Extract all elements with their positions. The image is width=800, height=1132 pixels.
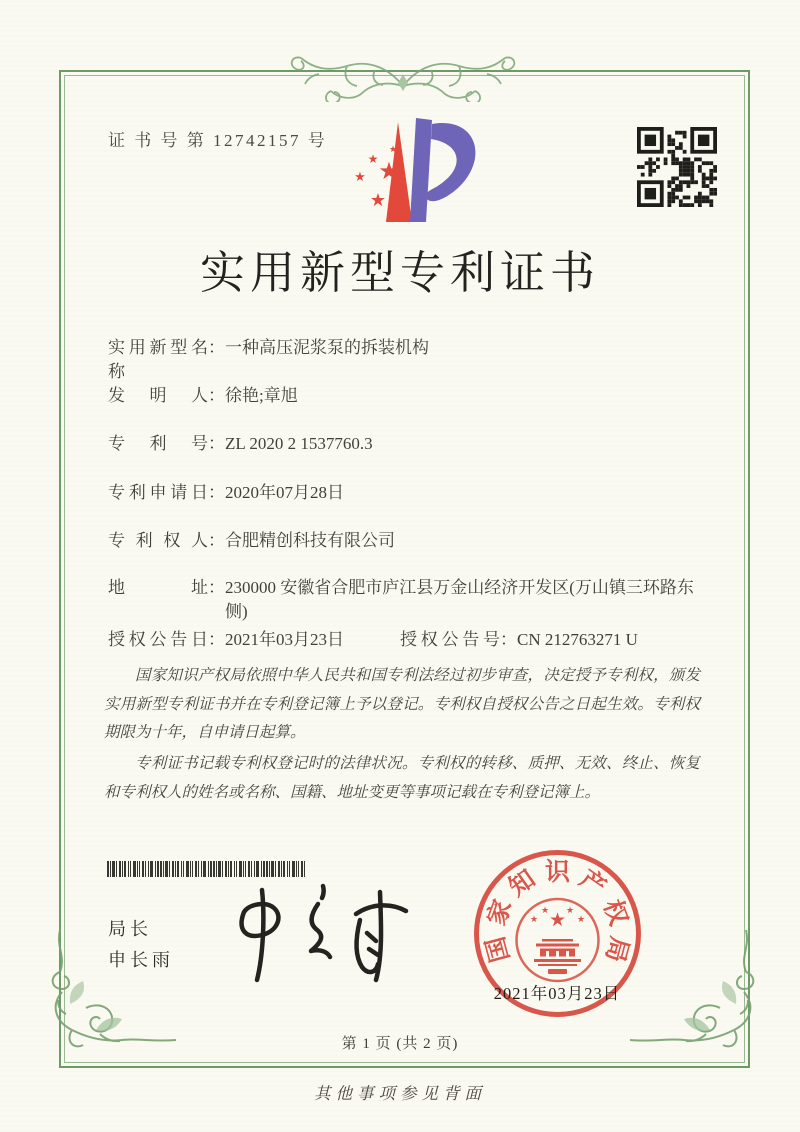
field-value-address: 230000 安徽省合肥市庐江县万金山经济开发区(万山镇三环路东侧) xyxy=(225,578,694,621)
field-label: 授权公告日 xyxy=(108,630,208,649)
seal-char: 权 xyxy=(597,896,632,930)
field-value-patentee: 合肥精创科技有限公司 xyxy=(225,531,395,550)
legal-text-block xyxy=(104,662,700,809)
field-row-patentee xyxy=(108,529,708,553)
legal-paragraph-2: 专利证书记载专利权登记时的法律状况。专利权的转移、质押、无效、终止、恢复和专利权人的姓名或名称、国籍、地址变更等事项记载在专利登记簿上。 xyxy=(104,755,700,801)
field-row-grant xyxy=(108,628,708,652)
field-colon: ： xyxy=(208,630,225,649)
svg-text:★: ★ xyxy=(540,906,550,916)
certificate-number: 证 书 号 第 12742157 号 xyxy=(108,131,328,150)
field-value-filing-date: 2020年07月28日 xyxy=(225,483,344,502)
field-label: 专利权人 xyxy=(108,531,208,550)
seal-char: 产 xyxy=(574,865,611,902)
seal-char: 国 xyxy=(482,933,515,965)
legal-paragraph-1: 国家知识产权局依照中华人民共和国专利法经过初步审查，决定授予专利权，颁发实用新型专利证书并在专利登记簿上予以登记。专利权自授权公告之日起生效。专利权期限为十年，自申请日起算。 xyxy=(104,667,700,742)
svg-text:★: ★ xyxy=(529,915,539,925)
officer-signature xyxy=(220,878,420,996)
field-colon: ： xyxy=(208,386,225,405)
barcode xyxy=(107,861,305,877)
field-label: 授权公告号 xyxy=(400,630,500,649)
svg-text:★: ★ xyxy=(378,157,400,185)
field-label: 实用新型名称 xyxy=(108,338,208,381)
field-label: 地址 xyxy=(108,578,208,597)
field-colon: ： xyxy=(208,434,225,453)
field-value-patent-number: ZL 2020 2 1537760.3 xyxy=(225,434,373,453)
svg-text:★: ★ xyxy=(354,170,366,185)
officer-title: 局长 xyxy=(108,919,152,939)
seal-char: 识 xyxy=(544,859,571,886)
field-value-grant-date: 2021年03月23日 xyxy=(225,630,344,649)
officer-name: 申长雨 xyxy=(108,950,174,970)
field-colon: ： xyxy=(500,630,517,649)
svg-text:★: ★ xyxy=(367,152,379,166)
field-row-inventors xyxy=(108,384,708,408)
seal-char: 知 xyxy=(504,865,541,902)
field-value-inventors: 徐艳;章旭 xyxy=(225,386,298,405)
grant-date-group xyxy=(108,628,400,652)
field-label: 发明人 xyxy=(108,386,208,405)
svg-text:★: ★ xyxy=(548,909,567,931)
seal-date: 2021年03月23日 xyxy=(493,984,621,1003)
national-emblem-icon xyxy=(517,899,599,981)
field-row-address xyxy=(108,576,708,624)
certificate-title: 实用新型专利证书 xyxy=(199,248,600,298)
cnipa-logo-icon xyxy=(336,110,476,230)
field-label: 专利申请日 xyxy=(108,483,208,502)
seal-char: 家 xyxy=(483,896,518,930)
page-number: 第 1 页 (共 2 页) xyxy=(341,1036,459,1052)
field-value-invention-name: 一种高压泥浆泵的拆装机构 xyxy=(225,338,429,357)
grant-number-group xyxy=(400,628,638,652)
field-row-filing-date xyxy=(108,481,708,505)
field-colon: ： xyxy=(208,578,225,597)
qr-code xyxy=(637,127,717,207)
field-label: 专利号 xyxy=(108,434,208,453)
field-value-grant-number: CN 212763271 U xyxy=(517,630,638,649)
field-colon: ： xyxy=(208,338,225,357)
svg-text:★: ★ xyxy=(388,145,398,155)
svg-text:★: ★ xyxy=(369,190,387,211)
seal-char: 局 xyxy=(600,933,633,965)
field-colon: ： xyxy=(208,483,225,502)
back-side-note: 其他事项参见背面 xyxy=(314,1084,486,1103)
field-colon: ： xyxy=(208,531,225,550)
field-row-patent-number xyxy=(108,432,708,456)
svg-text:★: ★ xyxy=(576,915,586,925)
field-row-name xyxy=(108,336,708,384)
svg-text:★: ★ xyxy=(565,906,575,916)
